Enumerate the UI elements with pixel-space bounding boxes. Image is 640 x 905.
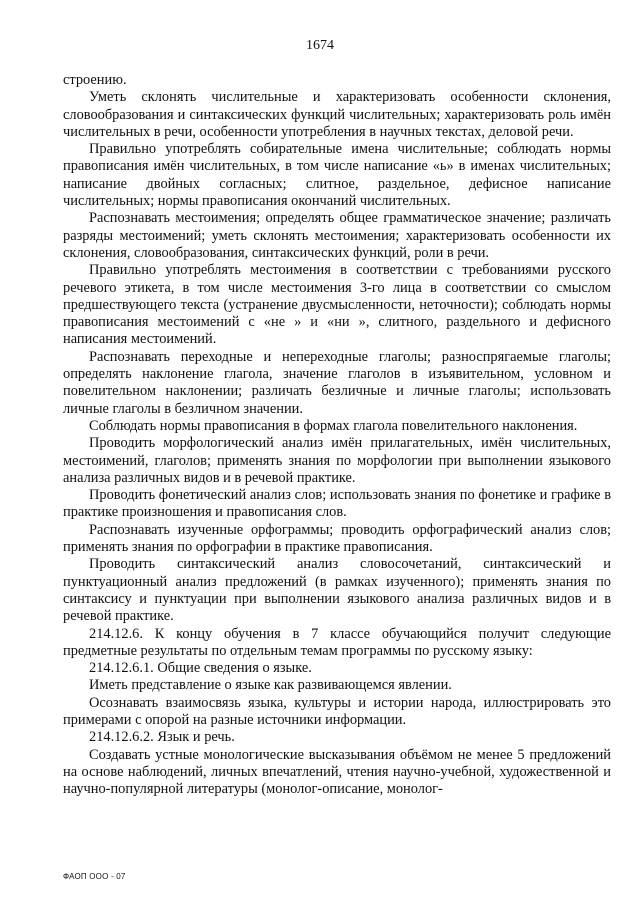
paragraph: Распознавать местоимения; определять общее грамматическое значение; различать разряды местоимений; уметь склонять местоимения; характеризовать особенности их склонения, словообразования, синтаксических функций, роли в речи. bbox=[63, 210, 611, 261]
paragraph: Уметь склонять числительные и характеризовать особенности склонения, словообразования и синтаксических функций числительных; характеризовать роль имён числительных в речи, особенности употребления в научных текстах, деловой речи. bbox=[63, 89, 611, 140]
body-text bbox=[63, 72, 611, 798]
paragraph: строению. bbox=[63, 72, 127, 88]
paragraph: Иметь представление о языке как развивающемся явлении. bbox=[89, 677, 452, 694]
section-heading: 214.12.6.1. Общие сведения о языке. bbox=[89, 660, 312, 677]
paragraph: Правильно употреблять собирательные имена числительные; соблюдать нормы правописания имён числительных, в том числе написание «ь» в именах числительных; написание двойных согласных; слитное, раздельное, дефисное написание числительных; нормы правописания окончаний числительных. bbox=[63, 141, 611, 210]
paragraph: Проводить фонетический анализ слов; использовать знания по фонетике и графике в практике произношения и правописания слов. bbox=[63, 487, 611, 521]
section-heading: 214.12.6.2. Язык и речь. bbox=[89, 729, 235, 746]
paragraph: Осознавать взаимосвязь языка, культуры и истории народа, иллюстрировать это примерами с опорой на разные источники информации. bbox=[63, 694, 611, 728]
page-number: 1674 bbox=[306, 38, 334, 53]
footer-document-code: ФАОП ООО - 07 bbox=[63, 872, 126, 881]
paragraph: Распознавать изученные орфограммы; проводить орфографический анализ слов; применять знания по орфографии в практике правописания. bbox=[63, 521, 611, 556]
paragraph: Проводить синтаксический анализ словосочетаний, синтаксический и пунктуационный анализ предложений (в рамках изученного); применять знания по синтаксису и пунктуации при выполнении языкового анализа различных видов и в речевой практике. bbox=[63, 556, 611, 625]
paragraph: Проводить морфологический анализ имён прилагательных, имён числительных, местоимений, глаголов; применять знания по морфологии при выполнении языкового анализа различных видов и в речевой практике. bbox=[63, 435, 611, 486]
paragraph: Создавать устные монологические высказывания объёмом не менее 5 предложений на основе наблюдений, личных впечатлений, чтения научно-учебной, художественной и научно-популярной литературы (монолог-описание, монолог- bbox=[63, 746, 611, 798]
paragraph: 214.12.6. К концу обучения в 7 классе обучающийся получит следующие предметные результаты по отдельным темам программы по русскому языку: bbox=[63, 625, 611, 659]
paragraph: Соблюдать нормы правописания в формах глагола повелительного наклонения. bbox=[89, 417, 578, 434]
paragraph: Правильно употреблять местоимения в соответствии с требованиями русского речевого этикета, в том числе местоимения 3-го лица в соответствии со смыслом предшествующего текста (устранение двусмысленности, неточности); соблюдать нормы правописания местоимений с «не » и «ни », слитного, раздельного и дефисного написания местоимений. bbox=[63, 262, 611, 348]
paragraph: Распознавать переходные и непереходные глаголы; разноспрягаемые глаголы; определять наклонение глагола, значение глаголов в изъявительном, условном и повелительном наклонении; различать безличные и личные глаголы; использовать личные глаголы в безличном значении. bbox=[63, 348, 611, 417]
